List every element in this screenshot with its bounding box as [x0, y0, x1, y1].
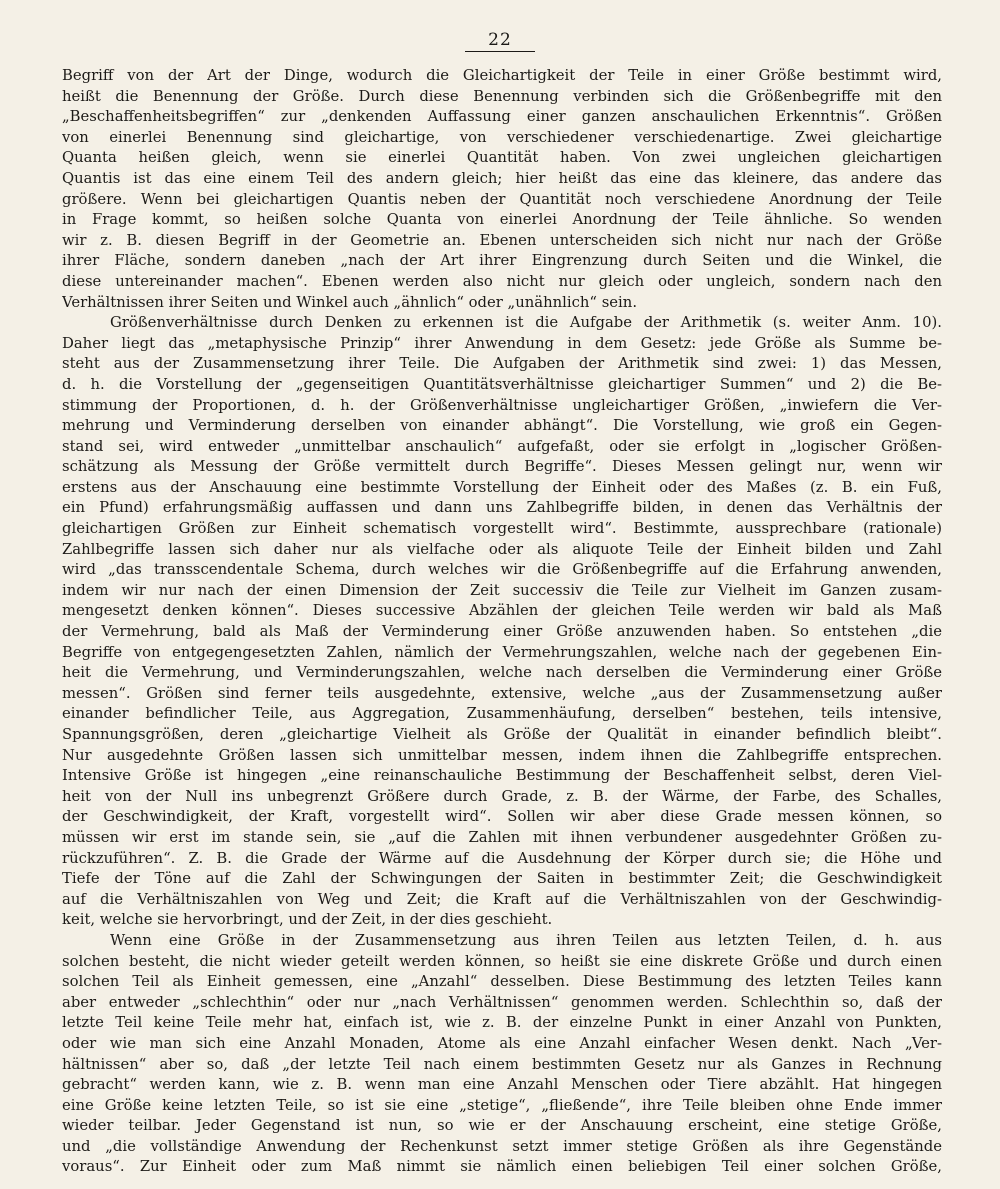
text-line: Zahlbegriffe lassen sich daher nur als vielfache oder als aliquote Teile der Einheit bilden und Zahl [62, 540, 942, 558]
text-line: heit von der Null ins unbegrenzt Größere durch Grade, z. B. der Wärme, der Farbe, des Schalles, [62, 787, 942, 805]
text-line: hältnissen“ aber so, daß „der letzte Teil nach einem bestimmten Gesetz nur als Ganzes in Rechnung [62, 1055, 942, 1073]
text-line: heißt die Benennung der Größe. Durch diese Benennung verbinden sich die Größenbegriffe mit den [62, 87, 942, 105]
text-line: letzte Teil keine Teile mehr hat, einfach ist, wie z. B. der einzelne Punkt in einer Anzahl von Punkten, [62, 1014, 942, 1032]
text-line: keit, welche sie hervorbringt, und der Zeit, in der dies geschieht. [62, 911, 553, 929]
text-line: Tiefe der Töne auf die Zahl der Schwingungen der Saiten in bestimmter Zeit; die Geschwindigkeit [62, 870, 942, 888]
text-line: wird „das transscendentale Schema, durch welches wir die Größenbegriffe auf die Erfahrung anwenden, [62, 561, 942, 579]
text-line: „Beschaffenheitsbegriffen“ zur „denkenden Auffassung einer ganzen anschaulichen Erkenntnis“. Größen [62, 108, 942, 126]
text-line: gebracht“ werden kann, wie z. B. wenn man eine Anzahl Menschen oder Tiere abzählt. Hat hingegen [62, 1076, 942, 1094]
page-number-rule [465, 51, 535, 52]
text-line: ein Pfund) erfahrungsmäßig auffassen und dann uns Zahlbegriffe bilden, in denen das Verhältnis der [62, 499, 942, 517]
text-line: größere. Wenn bei gleichartigen Quantis neben der Quantität noch verschiedene Anordnung der Teile [62, 190, 942, 208]
text-line: wieder teilbar. Jeder Gegenstand ist nun, so wie er der Anschauung erscheint, eine stetige Größe, [62, 1117, 942, 1135]
text-line: stand sei, wird entweder „unmittelbar anschaulich“ aufgefaßt, oder sie erfolgt in „logischer Größen- [62, 437, 942, 455]
text-line: Wenn eine Größe in der Zusammensetzung aus ihren Teilen aus letzten Teilen, d. h. aus [110, 931, 942, 949]
page-number: 22 [488, 30, 512, 50]
text-line: in Frage kommt, so heißen solche Quanta von einerlei Anordnung der Teile ähnliche. So wenden [62, 211, 942, 229]
text-line: und „die vollständige Anwendung der Rechenkunst setzt immer stetige Größen als ihre Gegenstände [62, 1137, 942, 1155]
text-line: stimmung der Proportionen, d. h. der Größenverhältnisse ungleichartiger Größen, „inwiefern die Ver- [62, 396, 942, 414]
text-line: Nur ausgedehnte Größen lassen sich unmittelbar messen, indem ihnen die Zahlbegriffe entsprechen. [62, 746, 942, 764]
text-line: eine Größe keine letzten Teile, so ist sie eine „stetige“, „fließende“, ihre Teile bleiben ohne Ende immer [62, 1096, 942, 1114]
text-line: einander befindlicher Teile, aus Aggregation, Zusammenhäufung, derselben“ bestehen, teils intensive, [62, 705, 942, 723]
text-line: solchen besteht, die nicht wieder geteilt werden können, so heißt sie eine diskrete Größe und durch einen [62, 952, 942, 970]
text-line: ihrer Fläche, sondern daneben „nach der Art ihrer Eingrenzung durch Seiten und die Winkel, die [62, 252, 942, 270]
text-line: Begriff von der Art der Dinge, wodurch die Gleichartigkeit der Teile in einer Größe bestimmt wird, [62, 67, 942, 84]
text-line: heit die Vermehrung, und Verminderungszahlen, welche nach derselben die Verminderung einer Größe [62, 664, 942, 682]
text-line: auf die Verhältniszahlen von Weg und Zeit; die Kraft auf die Verhältniszahlen von der Geschwindig- [62, 890, 942, 908]
text-line: d. h. die Vorstellung der „gegenseitigen Quantitätsverhältnisse gleichartiger Summen“ und 2) die Be- [62, 375, 942, 393]
text-line: Daher liegt das „metaphysische Prinzip“ ihrer Anwendung in dem Gesetz: jede Größe als Summe be- [62, 334, 942, 352]
text-line: diese untereinander machen“. Ebenen werden also nicht nur gleich oder ungleich, sondern nach den [62, 272, 942, 290]
text-line: mehrung und Verminderung derselben von einander abhängt“. Die Vorstellung, wie groß ein Gegen- [62, 417, 942, 435]
text-line: solchen Teil als Einheit gemessen, eine „Anzahl“ desselben. Diese Bestimmung des letzten Teiles kann [62, 973, 942, 991]
text-line: der Geschwindigkeit, der Kraft, vorgestellt wird“. Sollen wir aber diese Grade messen können, so [62, 808, 942, 826]
text-line: Verhältnissen ihrer Seiten und Winkel auch „ähnlich“ oder „unähnlich“ sein. [62, 293, 638, 311]
text-line: Intensive Größe ist hingegen „eine reinanschauliche Bestimmung der Beschaffenheit selbst, deren Viel- [62, 767, 942, 785]
text-line: oder wie man sich eine Anzahl Monaden, Atome als eine Anzahl einfacher Wesen denkt. Nach „Ver- [62, 1034, 942, 1052]
text-line: rückzuführen“. Z. B. die Grade der Wärme auf die Ausdehnung der Körper durch sie; die Höhe und [62, 849, 942, 867]
body-text [62, 66, 942, 1178]
text-line: von einerlei Benennung sind gleichartige, von verschiedener verschiedenartige. Zwei gleichartige [62, 128, 942, 146]
text-line: wir z. B. diesen Begriff in der Geometrie an. Ebenen unterscheiden sich nicht nur nach der Größe [62, 231, 942, 249]
text-line: Spannungsgrößen, deren „gleichartige Vielheit als Größe der Qualität in einander befindlich bleibt“. [62, 726, 942, 743]
text-line: Begriffe von entgegengesetzten Zahlen, nämlich der Vermehrungszahlen, welche nach der gegebenen Ein- [62, 643, 942, 661]
text-line: indem wir nur nach der einen Dimension der Zeit successiv die Teile zur Vielheit im Ganzen zusam- [62, 581, 942, 599]
text-line: erstens aus der Anschauung eine bestimmte Vorstellung der Einheit oder des Maßes (z. B. ein Fuß, [62, 478, 942, 496]
text-line: schätzung als Messung der Größe vermittelt durch Begriffe“. Dieses Messen gelingt nur, wenn wir [62, 458, 942, 476]
text-line: Quanta heißen gleich, wenn sie einerlei Quantität haben. Von zwei ungleichen gleichartigen [62, 149, 942, 167]
text-line: aber entweder „schlechthin“ oder nur „nach Verhältnissen“ genommen werden. Schlechthin so, daß der [62, 993, 942, 1011]
text-line: der Vermehrung, bald als Maß der Verminderung einer Größe anzuwenden haben. So entstehen „die [62, 623, 942, 641]
text-line: messen“. Größen sind ferner teils ausgedehnte, extensive, welche „aus der Zusammensetzung außer [62, 684, 942, 702]
text-line: müssen wir erst im stande sein, sie „auf die Zahlen mit ihnen verbundener ausgedehnter Größen zu- [62, 828, 942, 846]
text-line: steht aus der Zusammensetzung ihrer Teile. Die Aufgaben der Arithmetik sind zwei: 1) das Messen, [62, 355, 942, 373]
text-line: Quantis ist das eine einem Teil des andern gleich; hier heißt das eine das kleinere, das andere das [62, 169, 942, 187]
text-line: voraus“. Zur Einheit oder zum Maß nimmt sie nämlich einen beliebigen Teil einer solchen Größe, [62, 1158, 942, 1176]
text-line: gleichartigen Größen zur Einheit schematisch vorgestellt wird“. Bestimmte, aussprechbare (rationale) [62, 520, 942, 538]
text-line: Größenverhältnisse durch Denken zu erkennen ist die Aufgabe der Arithmetik (s. weiter Anm. 10). [110, 314, 942, 332]
text-line: mengesetzt denken können“. Dieses successive Abzählen der gleichen Teile werden wir bald als Maß [62, 602, 942, 620]
